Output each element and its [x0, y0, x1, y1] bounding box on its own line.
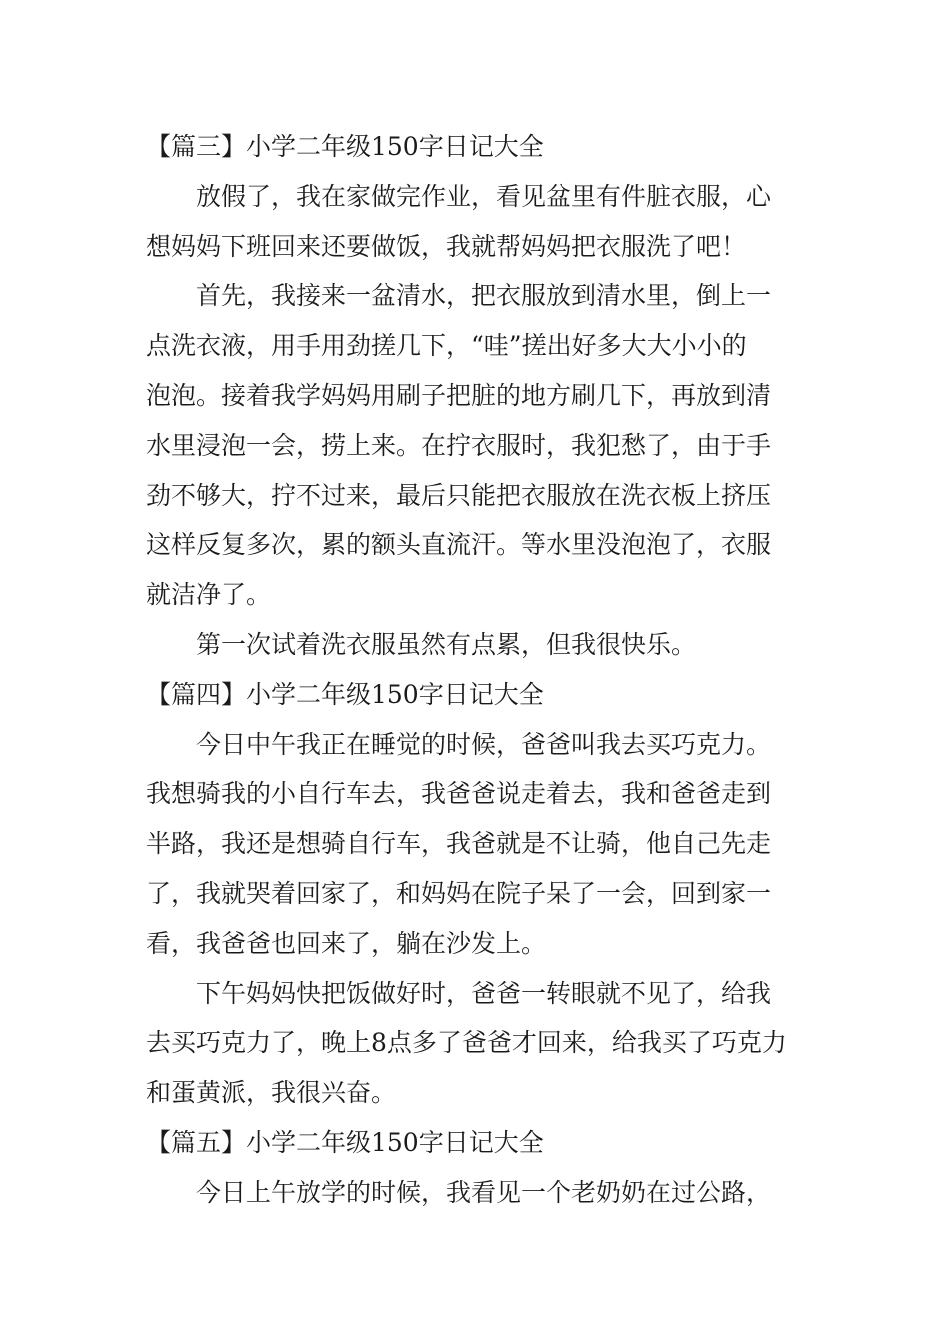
paragraph: [146, 271, 814, 620]
text-line: 了，我就哭着回家了，和妈妈在院子呆了一会，回到家一: [146, 878, 772, 908]
text-line: 点洗衣液，用手用劲搓几下，“哇”搓出好多大大小小的: [146, 331, 747, 361]
paragraph: [146, 1168, 814, 1218]
text-line: 半路，我还是想骑自行车，我爸就是不让骑，他自己先走: [146, 829, 772, 859]
text-line: 水里浸泡一会，捞上来。在拧衣服时，我犯愁了，由于手: [146, 430, 772, 460]
text-line: 去买巧克力了，晚上8点多了爸爸才回来，给我买了巧克力: [146, 1028, 787, 1058]
section-heading: 【篇四】小学二年级150字日记大全: [146, 679, 544, 709]
paragraph: [146, 969, 814, 1118]
text-line: 我想骑我的小自行车去，我爸爸说走着去，我和爸爸走到: [146, 779, 772, 809]
section-heading: 【篇三】小学二年级150字日记大全: [146, 132, 544, 161]
text-line: 看，我爸爸也回来了，躺在沙发上。: [146, 928, 547, 958]
text-line: 首先，我接来一盆清水，把衣服放到清水里，倒上一: [196, 281, 772, 311]
document-body: [146, 122, 814, 1218]
text-line: 想妈妈下班回来还要做饭，我就帮妈妈把衣服洗了吧！: [146, 231, 747, 261]
text-line: 泡泡。接着我学妈妈用刷子把脏的地方刷几下，再放到清: [146, 380, 772, 410]
text-line: 和蛋黄派，我很兴奋。: [146, 1078, 397, 1108]
paragraph: [146, 620, 814, 670]
text-line: 劲不够大，拧不过来，最后只能把衣服放在洗衣板上挤压: [146, 480, 772, 510]
text-line: 第一次试着洗衣服虽然有点累，但我很快乐。: [196, 629, 697, 659]
text-line: 这样反复多次，累的额头直流汗。等水里没泡泡了，衣服: [146, 530, 772, 560]
text-line: 放假了，我在家做完作业，看见盆里有件脏衣服，心: [196, 181, 772, 211]
section-heading: 【篇五】小学二年级150字日记大全: [146, 1127, 544, 1157]
text-line: 今日中午我正在睡觉的时候，爸爸叫我去买巧克力。: [196, 729, 772, 759]
text-line: 下午妈妈快把饭做好时，爸爸一转眼就不见了，给我: [196, 978, 772, 1008]
text-line: 今日上午放学的时候，我看见一个老奶奶在过公路，: [196, 1177, 772, 1207]
paragraph: [146, 172, 814, 272]
text-line: 就洁净了。: [146, 580, 272, 610]
paragraph: [146, 720, 814, 969]
